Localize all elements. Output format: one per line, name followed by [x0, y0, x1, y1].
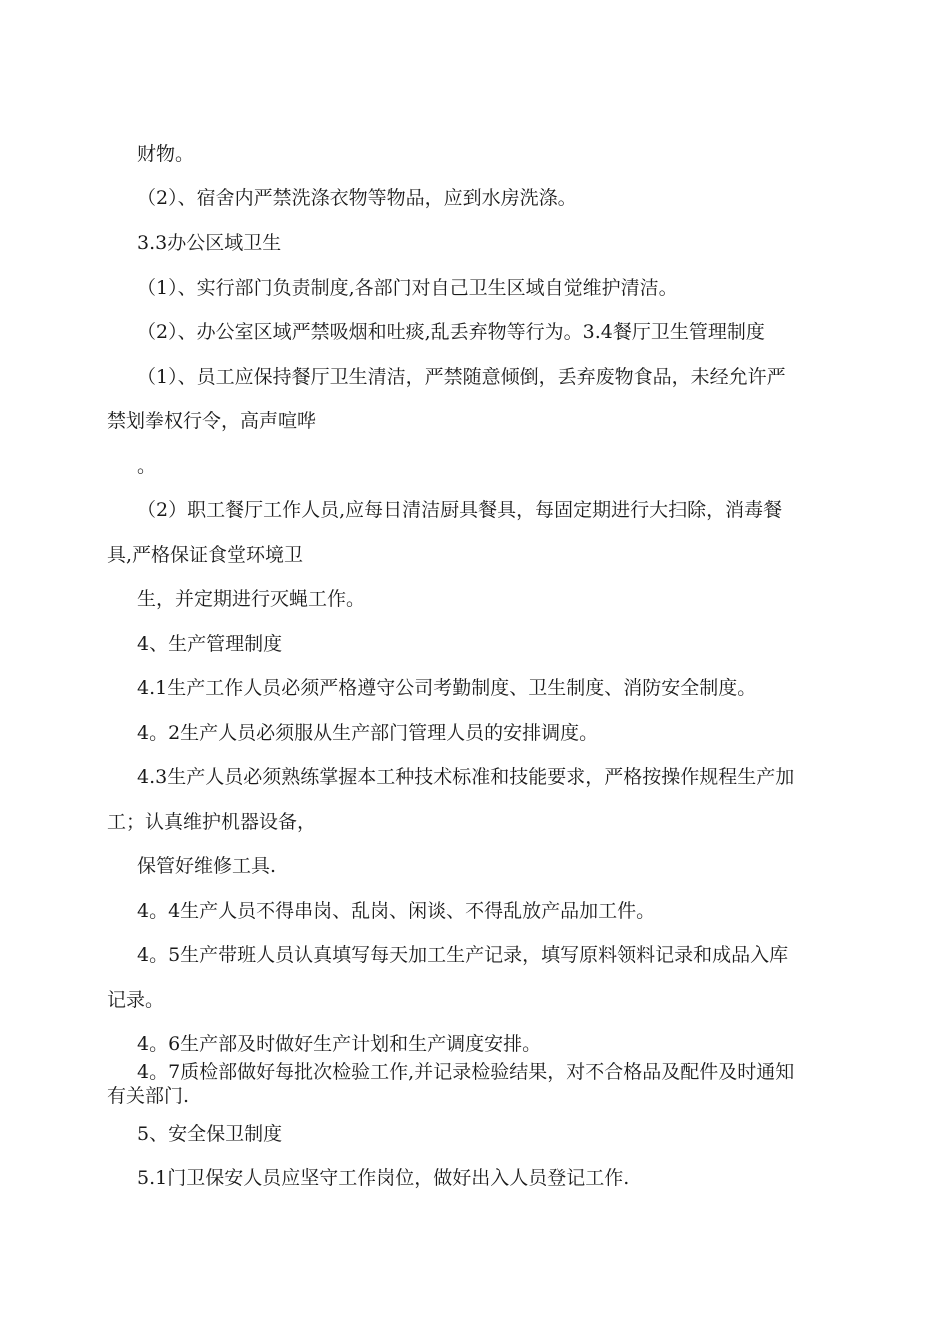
text-line: 财物。: [137, 143, 195, 165]
section-heading: 5、安全保卫制度: [137, 1123, 283, 1145]
text-line: 4。2生产人员必须服从生产部门管理人员的安排调度。: [137, 722, 599, 744]
text-line: 工；认真维护机器设备，: [107, 811, 317, 833]
text-line: （2）、办公室区域严禁吸烟和吐痰,乱丢弃物等行为。3.4餐厅卫生管理制度: [137, 321, 765, 343]
section-heading: 3.3办公区域卫生: [137, 232, 282, 254]
text-line: （2）、宿舍内严禁洗涤衣物等物品，应到水房洗涤。: [137, 187, 577, 209]
text-line: 4。6生产部及时做好生产计划和生产调度安排。: [137, 1033, 542, 1055]
text-line: 4。4生产人员不得串岗、乱岗、闲谈、不得乱放产品加工件。: [137, 900, 656, 922]
text-line: 5.1门卫保安人员应坚守工作岗位，做好出入人员登记工作.: [137, 1167, 630, 1189]
text-line: （2）职工餐厅工作人员,应每日清洁厨具餐具，每固定期进行大扫除，消毒餐: [137, 499, 783, 521]
text-line: 4。7质检部做好每批次检验工作,并记录检验结果，对不合格品及配件及时通知: [137, 1061, 795, 1083]
text-line: 具,严格保证食堂环境卫: [107, 544, 304, 566]
text-line: 4.3生产人员必须熟练掌握本工种技术标准和技能要求，严格按操作规程生产加: [137, 766, 795, 788]
text-line: 。: [137, 455, 157, 477]
text-line: 禁划拳权行令，高声喧哗: [107, 410, 317, 432]
text-line: （1）、员工应保持餐厅卫生清洁，严禁随意倾倒，丢弃废物食品，未经允许严: [137, 366, 786, 388]
text-line: 4.1生产工作人员必须严格遵守公司考勤制度、卫生制度、消防安全制度。: [137, 677, 757, 699]
text-line: 有关部门.: [107, 1085, 190, 1107]
text-line: 4。5生产带班人员认真填写每天加工生产记录，填写原料领料记录和成品入库: [137, 944, 789, 966]
text-line: 生，并定期进行灭蝇工作。: [137, 588, 366, 610]
text-line: 记录。: [107, 989, 165, 1011]
section-heading: 4、生产管理制度: [137, 633, 283, 655]
text-line: 保管好维修工具.: [137, 855, 277, 877]
text-line: （1）、实行部门负责制度,各部门对自己卫生区域自觉维护清洁。: [137, 277, 678, 299]
